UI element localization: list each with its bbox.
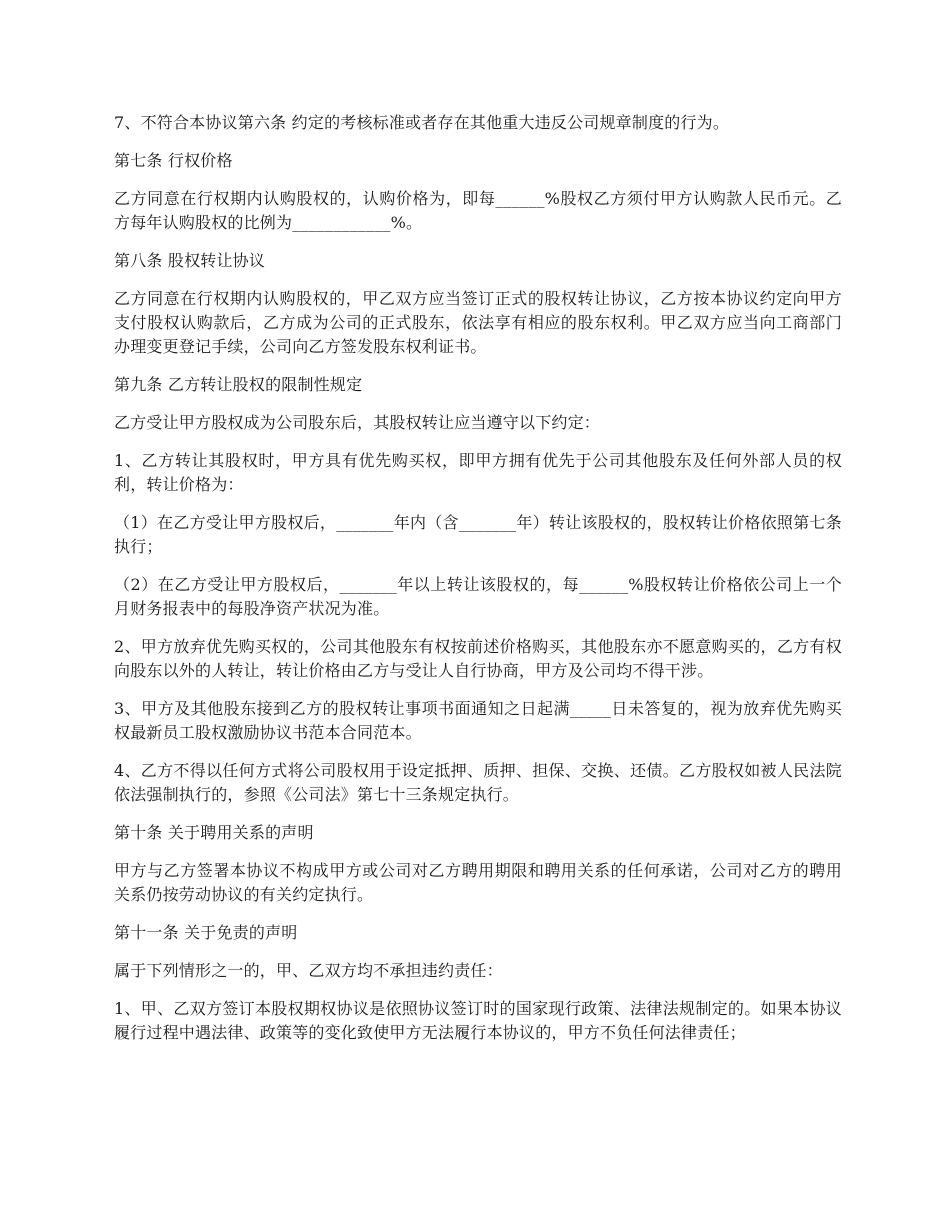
article-11-item-1: 1、甲、乙双方签订本股权期权协议是依照协议签订时的国家现行政策、法律法规制定的。如果本协议履行过程中遇法律、政策等的变化致使甲方无法履行本协议的，甲方不负任何法律责任； <box>114 999 842 1042</box>
clause-7-item: 7、不符合本协议第六条 约定的考核标准或者存在其他重大违反公司规章制度的行为。 <box>114 113 730 132</box>
article-9-item-2: 2、甲方放弃优先购买权的，公司其他股东有权按前述价格购买，其他股东亦不愿意购买的，乙方有权向股东以外的人转让，转让价格由乙方与受让人自行协商，甲方及公司均不得干涉。 <box>114 637 842 680</box>
article-11-intro: 属于下列情形之一的，甲、乙双方均不承担违约责任： <box>114 961 503 980</box>
article-9-item-1-sub-1: （1）在乙方受让甲方股权后，_______年内（含_______年）转让该股权的，股权转让价格依照第七条执行； <box>114 513 842 556</box>
article-9-item-3: 3、甲方及其他股东接到乙方的股权转让事项书面通知之日起满_____日未答复的，视为放弃优先购买权最新员工股权激励协议书范本合同范本。 <box>114 699 842 742</box>
article-8-body: 乙方同意在行权期内认购股权的，甲乙双方应当签订正式的股权转让协议，乙方按本协议约定向甲方支付股权认购款后，乙方成为公司的正式股东，依法享有相应的股东权利。甲乙双方应当向工商部门办理变更登记手续，公司向乙方签发股东权利证书。 <box>114 289 842 356</box>
article-8-heading: 第八条 股权转让协议 <box>114 251 266 270</box>
article-11-heading: 第十一条 关于免责的声明 <box>114 923 298 942</box>
article-9-intro: 乙方受让甲方股权成为公司股东后，其股权转让应当遵守以下约定： <box>114 413 601 432</box>
article-10-heading: 第十条 关于聘用关系的声明 <box>114 823 314 842</box>
article-9-item-1-sub-2: （2）在乙方受让甲方股权后，_______年以上转让该股权的，每______%股权转让价格依公司上一个月财务报表中的每股净资产状况为准。 <box>114 575 842 618</box>
article-10-body: 甲方与乙方签署本协议不构成甲方或公司对乙方聘用期限和聘用关系的任何承诺，公司对乙方的聘用关系仍按劳动协议的有关约定执行。 <box>114 861 842 904</box>
document-page <box>114 111 842 1059</box>
article-9-item-1: 1、乙方转让其股权时，甲方具有优先购买权，即甲方拥有优先于公司其他股东及任何外部人员的权利，转让价格为： <box>114 451 842 494</box>
article-7-body: 乙方同意在行权期内认购股权的，认购价格为，即每______%股权乙方须付甲方认购款人民币元。乙方每年认购股权的比例为____________%。 <box>114 189 842 232</box>
article-7-heading: 第七条 行权价格 <box>114 151 233 170</box>
article-9-item-4: 4、乙方不得以任何方式将公司股权用于设定抵押、质押、担保、交换、还债。乙方股权如被人民法院依法强制执行的，参照《公司法》第七十三条规定执行。 <box>114 761 842 804</box>
article-9-heading: 第九条 乙方转让股权的限制性规定 <box>114 375 363 394</box>
